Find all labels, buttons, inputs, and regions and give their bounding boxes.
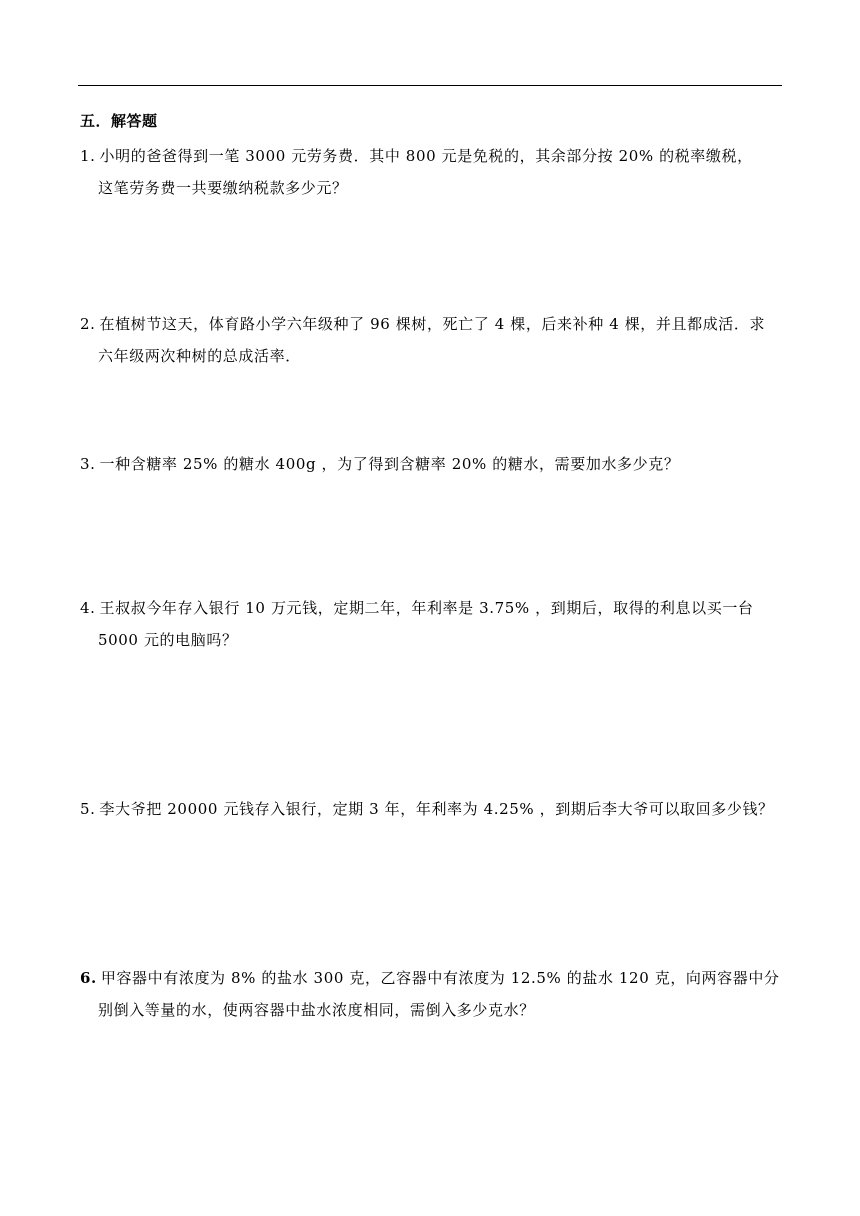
problem-6	[80, 962, 790, 1026]
problem-3-number: 3.	[80, 455, 96, 473]
problem-3-line-1	[80, 448, 790, 480]
problem-4-number: 4.	[80, 599, 96, 617]
problem-6-text-1: 甲容器中有浓度为 8% 的盐水 300 克，乙容器中有浓度为 12.5% 的盐水 120 克，向两容器中分	[100, 969, 780, 987]
problem-4-text-1: 王叔叔今年存入银行 10 万元钱，定期二年，年利率是 3.75% ，到期后，取得的利息以买一台	[99, 599, 754, 617]
problem-4	[80, 592, 790, 656]
problem-3	[80, 448, 790, 480]
problem-5-number: 5.	[80, 800, 96, 818]
problem-5-line-1	[80, 793, 790, 825]
problem-6-text-2: 别倒入等量的水，使两容器中盐水浓度相同，需倒入多少克水？	[98, 1001, 535, 1019]
section-title: 五．解答题	[80, 112, 158, 130]
problem-4-text-2: 5000 元的电脑吗？	[98, 631, 238, 649]
problem-6-line-1	[80, 962, 790, 994]
problem-5-text-1: 李大爷把 20000 元钱存入银行，定期 3 年，年利率为 4.25% ，到期后李大爷可以取回多少钱？	[99, 800, 774, 818]
problem-2-text-2: 六年级两次种树的总成活率．	[98, 347, 301, 365]
problem-5	[80, 793, 790, 825]
problem-3-text-1: 一种含糖率 25% 的糖水 400g ，为了得到含糖率 20% 的糖水，需要加水多少克？	[99, 455, 680, 473]
problem-1	[80, 140, 790, 204]
problem-2-number: 2.	[80, 315, 96, 333]
problem-1-line-1	[80, 140, 790, 172]
problem-2-text-1: 在植树节这天，体育路小学六年级种了 96 棵树，死亡了 4 棵，后来补种 4 棵，并且都成活．求	[99, 315, 766, 333]
header-rule	[78, 85, 782, 86]
problem-4-line-1	[80, 592, 790, 624]
problem-6-number: 6.	[80, 969, 97, 987]
problem-2-line-1	[80, 308, 790, 340]
problem-1-number: 1.	[80, 147, 96, 165]
problem-1-text-2: 这笔劳务费一共要缴纳税款多少元？	[98, 179, 348, 197]
problem-1-text-1: 小明的爸爸得到一笔 3000 元劳务费．其中 800 元是免税的，其余部分按 20% 的税率缴税，	[99, 147, 753, 165]
problem-2	[80, 308, 790, 372]
